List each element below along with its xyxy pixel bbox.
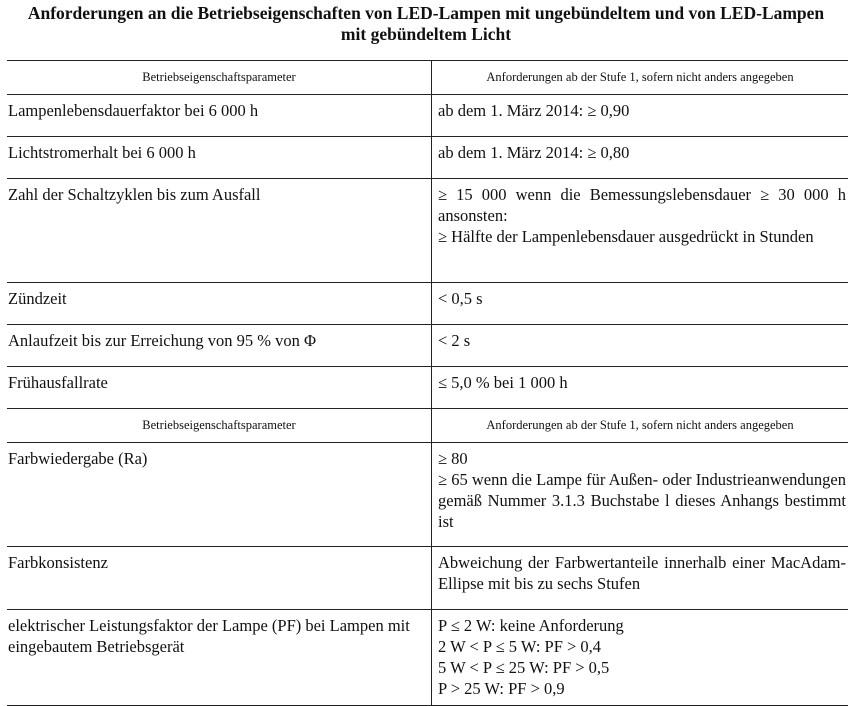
row-param: Frühausfallrate [7,367,432,409]
req-line: ≥ 80 [438,449,468,468]
table-row [7,283,848,325]
table-row [7,137,848,179]
row-req: Abweichung der Farbwertanteile innerhalb einer MacAdam-Ellipse mit bis zu sechs Stufen [432,547,849,610]
table-row [7,443,848,547]
table-row [7,325,848,367]
row-param: Anlaufzeit bis zur Erreichung von 95 % von Φ [7,325,432,367]
table-header-row [7,409,848,443]
header-parameter: Betriebseigenschaftsparameter [7,409,432,443]
req-line: P > 25 W: PF > 0,9 [438,679,565,698]
req-line: ≥ 65 wenn die Lampe für Außen- oder Industrieanwendungen gemäß Nummer 3.1.3 Buchstabe l dieses Anhangs bestimmt ist [438,470,846,531]
table-header-row [7,61,848,95]
row-param: Lampenlebensdauerfaktor bei 6 000 h [7,95,432,137]
table-row [7,547,848,610]
header-parameter: Betriebseigenschaftsparameter [7,61,432,95]
row-req: < 0,5 s [432,283,849,325]
row-req [432,443,849,547]
req-line: 2 W < P ≤ 5 W: PF > 0,4 [438,637,602,656]
table-row [7,610,848,706]
requirements-table [7,60,848,706]
row-param: Farbkonsistenz [7,547,432,610]
row-req: ab dem 1. März 2014: ≥ 0,90 [432,95,849,137]
title-line-1: Anforderungen an die Betriebseigenschaften von LED-Lampen mit ungebündeltem und von LED-Lampen [27,3,825,23]
row-req [432,179,849,283]
row-param: Zahl der Schaltzyklen bis zum Ausfall [7,179,432,283]
req-line: ≥ Hälfte der Lampenlebensdauer ausgedrückt in Stunden [438,227,814,246]
title-line-2: mit gebündeltem Licht [340,24,512,44]
header-requirements: Anforderungen ab der Stufe 1, sofern nicht anders angegeben [432,61,849,95]
row-param: Lichtstromerhalt bei 6 000 h [7,137,432,179]
req-line: 5 W < P ≤ 25 W: PF > 0,5 [438,658,610,677]
row-param: elektrischer Leistungsfaktor der Lampe (PF) bei Lampen mit eingebautem Betriebsgerät [7,610,432,706]
row-param: Zündzeit [7,283,432,325]
table-row [7,179,848,283]
header-requirements: Anforderungen ab der Stufe 1, sofern nicht anders angegeben [432,409,849,443]
req-line: ≥ 15 000 wenn die Bemessungslebensdauer ≥ 30 000 h ansonsten: [438,185,846,225]
table-row [7,95,848,137]
req-line: P ≤ 2 W: keine Anforderung [438,616,624,635]
row-param: Farbwiedergabe (Ra) [7,443,432,547]
table-row [7,367,848,409]
row-req: ≤ 5,0 % bei 1 000 h [432,367,849,409]
row-req: < 2 s [432,325,849,367]
row-req: ab dem 1. März 2014: ≥ 0,80 [432,137,849,179]
row-req [432,610,849,706]
page-title [0,0,852,45]
